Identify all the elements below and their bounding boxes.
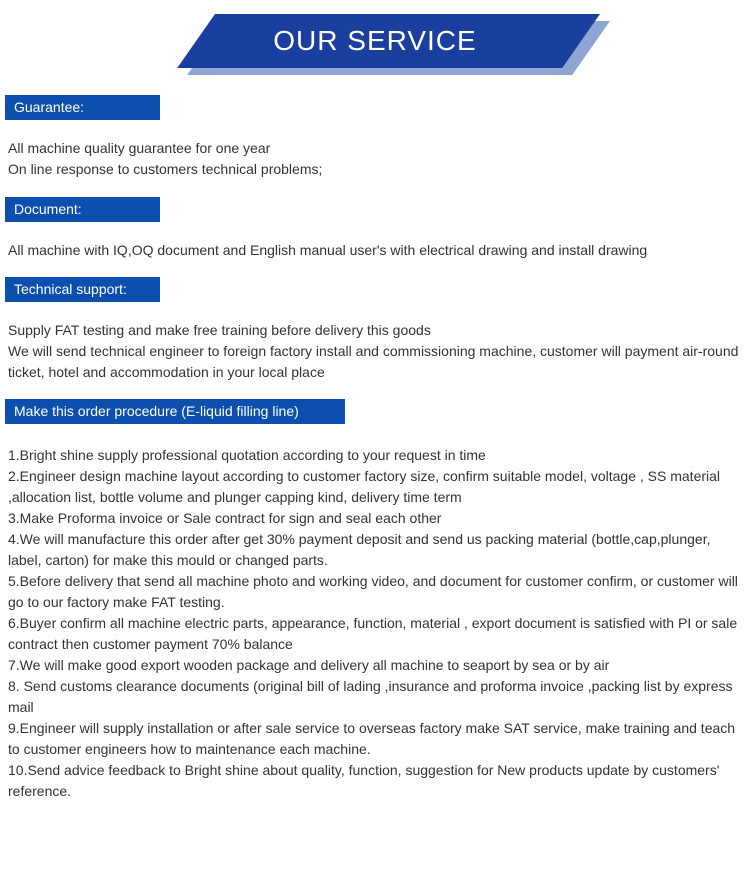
technical-support-body <box>8 320 745 383</box>
page-title: OUR SERVICE <box>273 25 477 56</box>
guarantee-body <box>8 138 745 180</box>
procedure-step: 10.Send advice feedback to Bright shine about quality, function, suggestion for New products update by customers' reference. <box>8 762 720 799</box>
procedure-step: 6.Buyer confirm all machine electric parts, appearance, function, material , export document is satisfied with PI or sale contract then customer payment 70% balance <box>8 615 738 652</box>
technical-support-line: Supply FAT testing and make free training before delivery this goods <box>8 322 431 338</box>
procedure-step: 5.Before delivery that send all machine photo and working video, and document for customer confirm, or customer will go to our factory make FAT testing. <box>8 573 738 610</box>
procedure-step: 3.Make Proforma invoice or Sale contract for sign and seal each other <box>8 510 442 526</box>
guarantee-line: All machine quality guarantee for one year <box>8 140 271 156</box>
section-label-technical-support: Technical support: <box>5 277 160 302</box>
section-label-order-procedure: Make this order procedure (E-liquid filling line) <box>5 399 345 424</box>
section-label-document: Document: <box>5 197 160 222</box>
procedure-step: 8. Send customs clearance documents (original bill of lading ,insurance and proforma invoice ,packing list by express mail <box>8 678 733 715</box>
technical-support-line: We will send technical engineer to foreign factory install and commissioning machine, customer will payment air-round ticket, hotel and accommodation in your local place <box>8 343 739 380</box>
document-line: All machine with IQ,OQ document and English manual user's with electrical drawing and install drawing <box>8 242 648 258</box>
procedure-step: 9.Engineer will supply installation or after sale service to overseas factory make SAT service, make training and teach to customer engineers how to maintenance each machine. <box>8 720 736 757</box>
procedure-step: 2.Engineer design machine layout according to customer factory size, confirm suitable model, voltage , SS material ,allocation list, bottle volume and plunger capping kind, delivery time term <box>8 468 721 505</box>
our-service-banner <box>0 14 750 76</box>
section-label-guarantee: Guarantee: <box>5 95 160 120</box>
document-body <box>8 240 745 261</box>
procedure-step: 7.We will make good export wooden package and delivery all machine to seaport by sea or by air <box>8 657 610 673</box>
procedure-step: 4.We will manufacture this order after get 30% payment deposit and send us packing material (bottle,cap,plunger, label, carton) for make this mould or changed parts. <box>8 531 711 568</box>
order-procedure-list <box>8 445 745 802</box>
guarantee-line: On line response to customers technical problems; <box>8 161 323 177</box>
procedure-step: 1.Bright shine supply professional quotation according to your request in time <box>8 447 486 463</box>
